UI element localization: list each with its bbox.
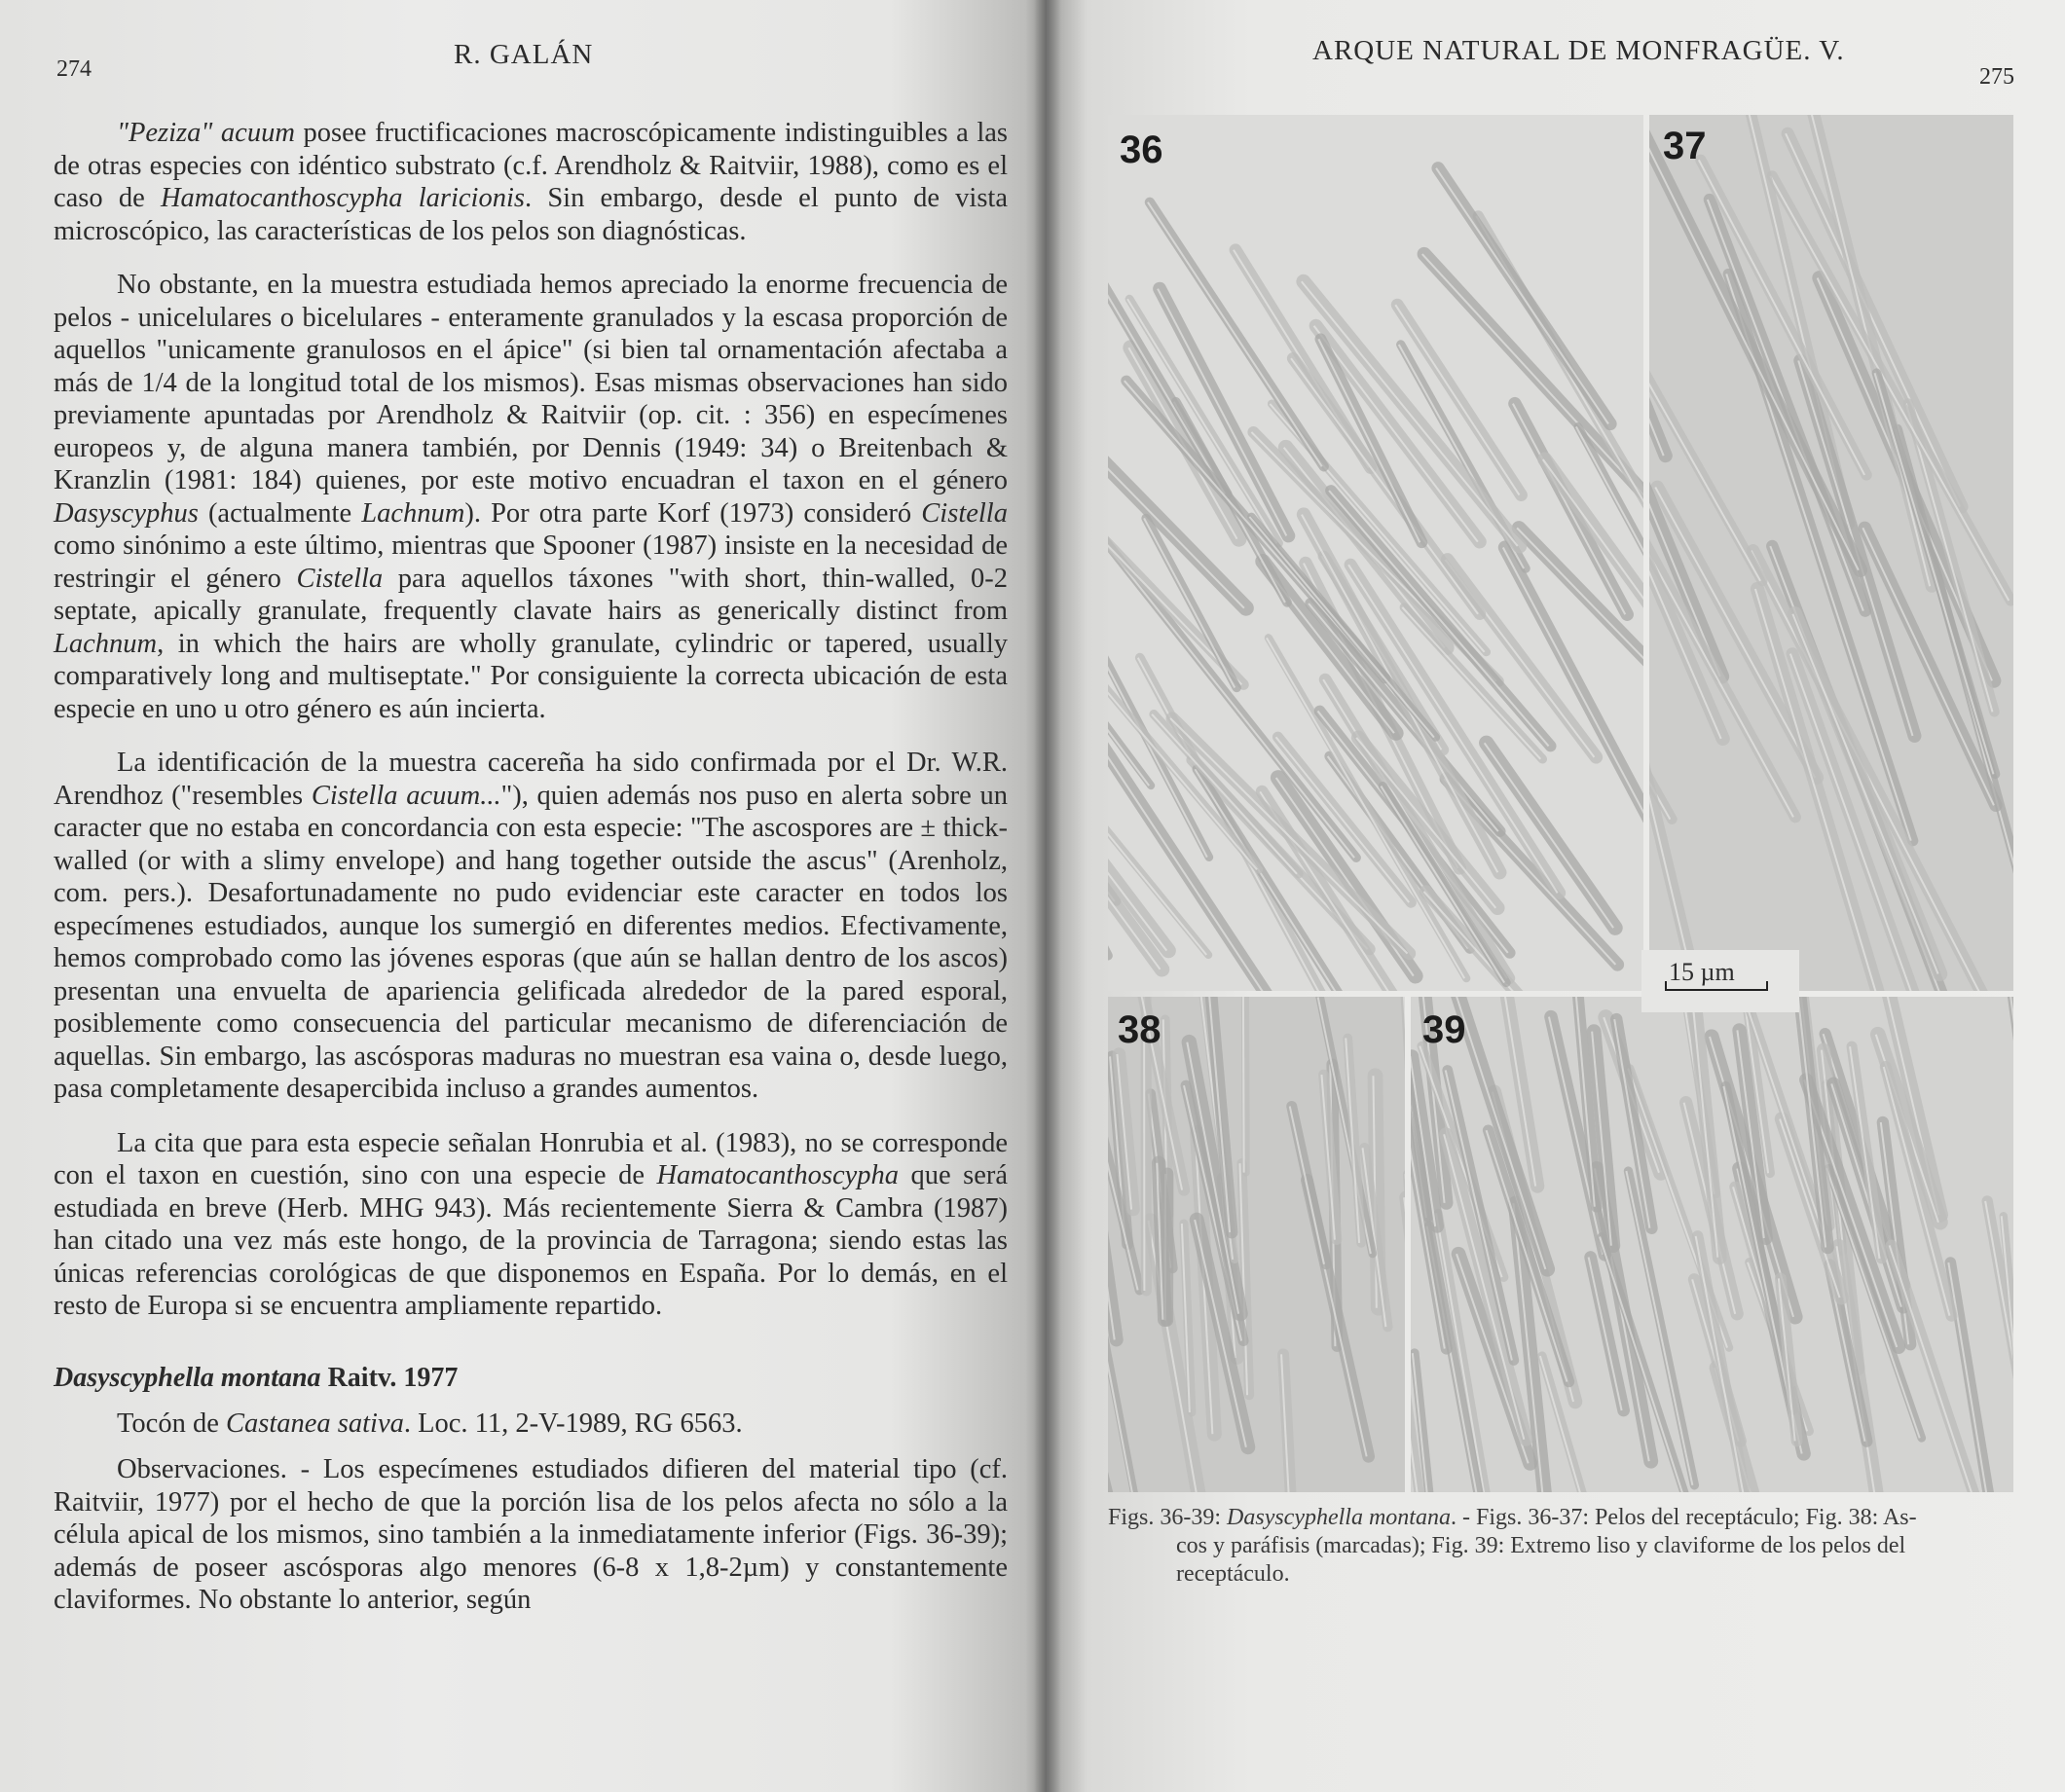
hairs-texture-38 xyxy=(1108,997,1405,1492)
hair-highlight xyxy=(1242,997,1243,1173)
left-text-column xyxy=(54,117,1008,1638)
hair-stroke xyxy=(1244,997,1245,1173)
hair-highlight xyxy=(1786,133,1960,506)
hairs-texture-39 xyxy=(1411,997,2013,1492)
text-run: La identificación de la muestra cacereña ha sido confirmada por el Dr. W.R. Arendhoz ("resembles xyxy=(54,748,1008,811)
running-head-left: R. GALÁN xyxy=(454,39,594,70)
hairs-texture-37 xyxy=(1649,115,2013,991)
paragraph-4 xyxy=(54,1127,1008,1323)
hair-highlight xyxy=(1290,1106,1324,1263)
species-heading xyxy=(54,1362,1008,1394)
species-name: Dasyscyphella montana xyxy=(54,1362,321,1393)
micrograph-panel-38 xyxy=(1108,997,1405,1492)
paragraph-3 xyxy=(54,747,1008,1106)
paragraph-2 xyxy=(54,269,1008,725)
text-run: Tocón de xyxy=(117,1408,226,1439)
micrograph-panel-36 xyxy=(1108,115,1643,991)
text-run: La cita que para esta especie señalan Honrubia et al. (1983), no se corresponde con el taxon en cuestión, sino con una especie de xyxy=(54,1127,1008,1190)
hair-stroke xyxy=(1892,1245,1974,1492)
text-run: Lachnum xyxy=(361,497,465,529)
hair-stroke xyxy=(1788,133,1962,506)
scale-bar-label: 15 µm xyxy=(1669,958,1735,986)
text-run: Lachnum xyxy=(54,628,158,659)
text-run: . Sin embargo, desde el punto de vista microscópico, las características de los pelos son diagnósticas. xyxy=(54,183,1009,246)
paragraph-1 xyxy=(54,117,1008,247)
observations-paragraph xyxy=(54,1453,1008,1617)
right-page xyxy=(1047,0,2065,1792)
caption-species: Dasyscyphella montana xyxy=(1227,1505,1451,1530)
scale-bar-line xyxy=(1665,989,1768,991)
text-run: Hamatocanthoscypha laricionis xyxy=(160,183,525,213)
caption-text-1: . - Figs. 36-37: Pelos del receptáculo; Fig. 38: As- xyxy=(1450,1505,1917,1530)
text-run: "), quien además nos puso en alerta sobre un caracter que no estaba en concordancia con esta especie: "The ascospores are ± thick-walled (or with a slimy envelope) and hang together outside the ascus" (Arenholz, com. pers.). Desafortunadamente no pudo evidenciar este caracter en todos los especímenes estudiados, aunque los sumergió en diferentes medios. Efectivamente, hemos comprobado como las jóvenes esporas (que aún se hallan dentro de los ascos) presentan una envuelta de apariencia gelificada alrededor de la pared esporal, posiblemente como consecuencia del particular mecanismo de diferenciación de aquellas. Sin embargo, las ascósporas maduras no muestran esa vaina o, desde luego, pasa completamente desapercibida incluso a grandes aumentos. xyxy=(54,780,1008,1104)
book-gutter xyxy=(1034,0,1061,1792)
text-run: que será estudiada en breve (Herb. MHG 943). Más recientemente Sierra & Cambra (1987) han citado una vez más este hongo, de la provincia de Tarragona; siendo estas las únicas referencias corológicas de que disponemos en España. Por lo demás, en el resto de Europa si se encuentra ampliamente repartido. xyxy=(54,1160,1008,1321)
micrograph-panel-39 xyxy=(1411,997,2013,1492)
panel-label-38: 38 xyxy=(1118,1008,1162,1051)
figure-caption xyxy=(1108,1504,2018,1589)
panel-label-39: 39 xyxy=(1422,1008,1466,1051)
hair-stroke xyxy=(1877,373,1996,774)
text-run: Castanea sativa xyxy=(225,1408,404,1439)
text-run: para aquellos táxones "with short, thin-walled, 0-2 septate, apically granulate, frequently clavate hairs as generically distinct from xyxy=(54,563,1009,626)
text-run: Cistella acuum... xyxy=(311,780,501,811)
panel-label-37: 37 xyxy=(1663,125,1707,167)
page-number-left: 274 xyxy=(56,56,92,82)
text-run: Cistella xyxy=(296,563,384,594)
hair-stroke xyxy=(1347,1038,1361,1242)
text-run: Observaciones. - Los especímenes estudiados difieren del material tipo (cf. Raitviir, 1977) por el hecho de que la porción lisa de los pelos afecta no sólo a la célula apical de los mismos, sino también a la inmediatamente inferior (Figs. 36-39); además de poseer ascósporas algo menores (6-8 x 1,8-2µm) y constantemente claviformes. No obstante lo anterior, según xyxy=(54,1454,1008,1615)
scale-bar xyxy=(1641,950,1799,1012)
hairs-texture-36 xyxy=(1108,115,1643,991)
text-run: , in which the hairs are wholly granulate, cylindric or tapered, usually comparatively long and multiseptate." Por consiguiente la correcta ubicación de esta especie en uno u otro género es aún incierta. xyxy=(54,628,1008,724)
hair-stroke xyxy=(1292,1106,1326,1263)
text-run: . Loc. 11, 2-V-1989, RG 6563. xyxy=(403,1408,743,1439)
text-run: ). Por otra parte Korf (1973) consideró xyxy=(464,497,922,529)
caption-lead: Figs. 36-39: xyxy=(1108,1505,1228,1530)
text-run: "Peziza" acuum xyxy=(117,118,295,148)
micrograph-panel-37 xyxy=(1649,115,2013,991)
text-run: Cistella xyxy=(921,497,1008,529)
text-run: (actualmente xyxy=(198,497,362,529)
species-author: Raitv. 1977 xyxy=(320,1362,459,1393)
micrograph-figure xyxy=(1108,115,2013,1492)
page-number-right: 275 xyxy=(1979,64,2014,90)
hair-highlight xyxy=(1999,997,2013,1227)
text-run: posee fructificaciones macroscópicamente indistinguibles a las de otras especies con idéntico substrato (c.f. Arendholz & Raitviir, 1988), como es el caso de xyxy=(54,118,1009,213)
running-head-right: ARQUE NATURAL DE MONFRAGÜE. V. xyxy=(1312,35,1845,66)
panel-label-36: 36 xyxy=(1120,128,1163,171)
text-run: No obstante, en la muestra estudiada hemos apreciado la enorme frecuencia de pelos - unicelulares o bicelulares - enteramente granulados y la escasa proporción de aquellos "unicamente granulosos en el ápice" (si bien tal ornamentación afectaba a más de 1/4 de la longitud total de los mismos). Esas mismas observaciones han sido previamente apuntadas por Arendholz & Raitviir (op. cit. : 356) en especímenes europeos y, de alguna manera también, por Dennis (1949: 34) o Breitenbach & Kranzlin (1981: 184) quienes, por este motivo encuadran el taxon en el género xyxy=(54,270,1008,495)
hair-stroke xyxy=(2001,997,2013,1227)
caption-text-2: cos y paráfisis (marcadas); Fig. 39: Extremo liso y claviforme de los pelos del xyxy=(1176,1533,1906,1558)
caption-text-3: receptáculo. xyxy=(1176,1561,1290,1587)
text-run: como sinónimo a este último, mientras que Spooner (1987) insiste en la necesidad de restringir el género xyxy=(54,530,1008,594)
text-run: Dasyscyphus xyxy=(54,497,199,529)
text-run: Hamatocanthoscypha xyxy=(656,1160,899,1190)
substrate-paragraph xyxy=(54,1408,1008,1441)
